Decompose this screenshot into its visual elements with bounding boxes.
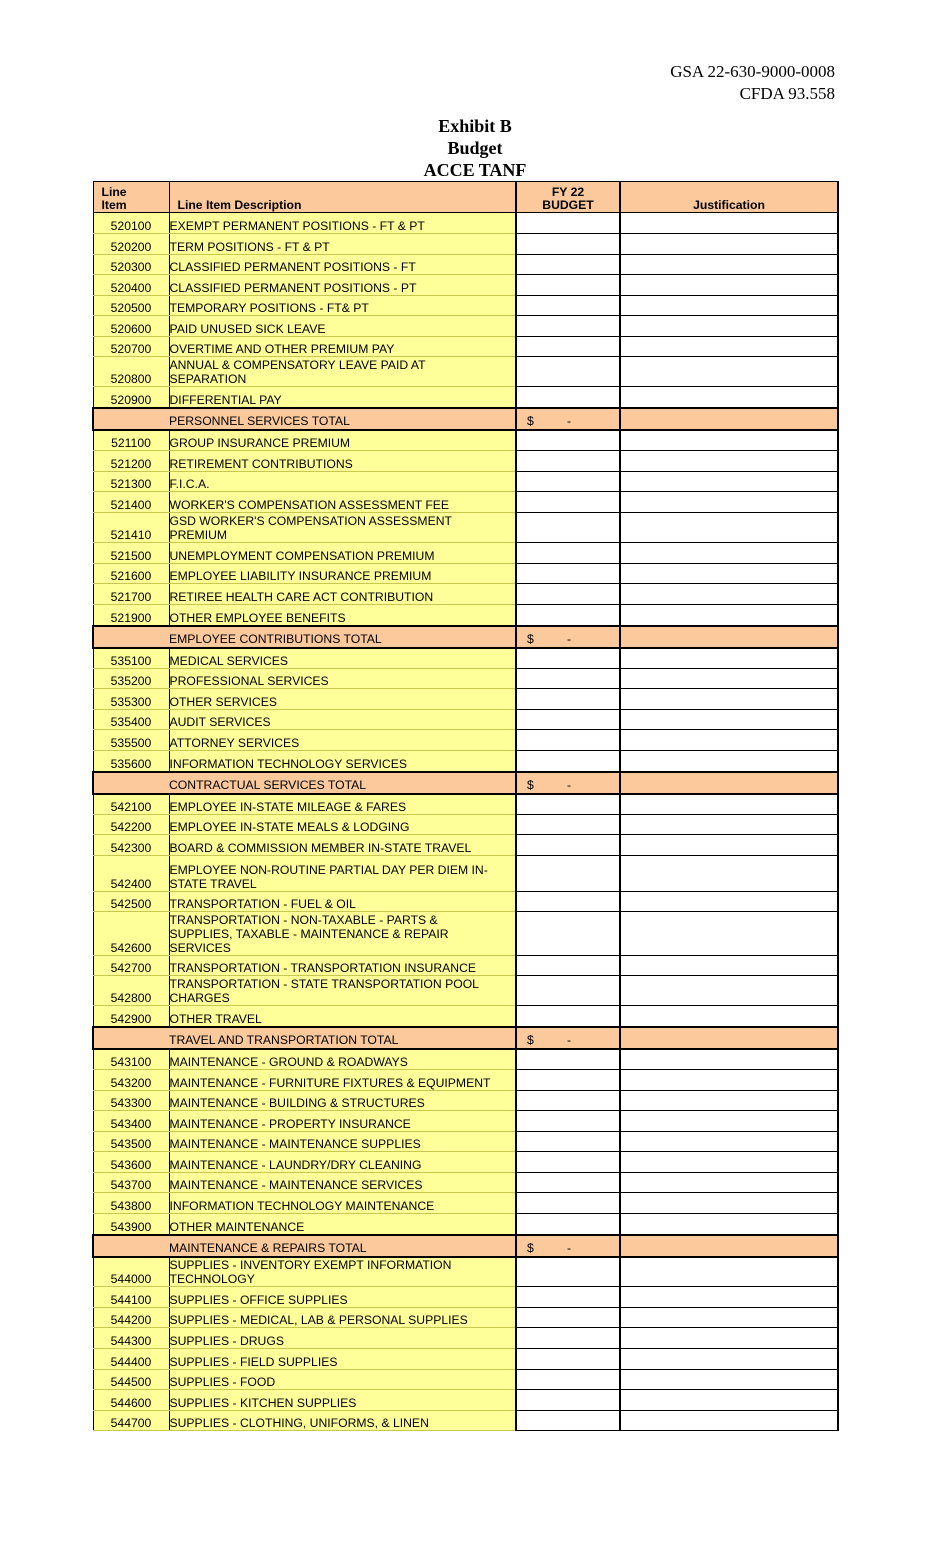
table-row [93, 543, 838, 564]
budget-cell[interactable] [516, 1070, 620, 1091]
amount-value: - [567, 1032, 572, 1047]
budget-cell[interactable] [516, 794, 620, 815]
line-item-description: PROFESSIONAL SERVICES [169, 669, 516, 689]
line-item-description: SUPPLIES - KITCHEN SUPPLIES [169, 1390, 516, 1411]
line-item-code: 520300 [93, 255, 169, 275]
justification-cell[interactable] [620, 564, 838, 584]
col-header-line-item: Line Item [93, 182, 169, 213]
line-item-code: 544000 [93, 1257, 169, 1287]
line-item-code: 520800 [93, 357, 169, 387]
table-row [93, 1091, 838, 1111]
line-item-description: INFORMATION TECHNOLOGY MAINTENANCE [169, 1193, 516, 1214]
justification-cell[interactable] [620, 794, 838, 815]
subtotal-justification[interactable] [620, 1027, 838, 1049]
budget-cell[interactable] [516, 513, 620, 543]
line-item-code: 521400 [93, 492, 169, 513]
budget-cell[interactable] [516, 1214, 620, 1235]
amount-value: - [567, 1240, 572, 1255]
table-row [93, 296, 838, 316]
line-item-description: INFORMATION TECHNOLOGY SERVICES [169, 751, 516, 772]
table-row [93, 1173, 838, 1193]
justification-cell[interactable] [620, 234, 838, 255]
line-item-code: 521700 [93, 584, 169, 605]
budget-cell[interactable] [516, 710, 620, 730]
line-item-description: SUPPLIES - FOOD [169, 1370, 516, 1390]
justification-cell[interactable] [620, 387, 838, 408]
justification-cell[interactable] [620, 1214, 838, 1235]
line-item-code: 543600 [93, 1152, 169, 1173]
budget-table [92, 181, 839, 1431]
justification-cell[interactable] [620, 1091, 838, 1111]
subtotal-row [93, 772, 838, 794]
table-row [93, 255, 838, 275]
line-item-description: SUPPLIES - INVENTORY EXEMPT INFORMATION TECHNOLOGY [169, 1257, 516, 1287]
table-row [93, 669, 838, 689]
program-title: ACCE TANF [423, 160, 527, 180]
justification-cell[interactable] [620, 1308, 838, 1328]
subtotal-justification[interactable] [620, 772, 838, 794]
line-item-description: MAINTENANCE - MAINTENANCE SUPPLIES [169, 1132, 516, 1152]
subtotal-line-cell [93, 772, 169, 794]
table-row [93, 451, 838, 472]
table-row [93, 387, 838, 408]
table-row [93, 584, 838, 605]
line-item-description: RETIREE HEALTH CARE ACT CONTRIBUTION [169, 584, 516, 605]
table-row [93, 751, 838, 772]
table-row [93, 730, 838, 751]
budget-cell[interactable] [516, 912, 620, 956]
table-row [93, 316, 838, 337]
table-row [93, 1070, 838, 1091]
budget-cell[interactable] [516, 1193, 620, 1214]
table-row [93, 1193, 838, 1214]
subtotal-line-cell [93, 1027, 169, 1049]
justification-cell[interactable] [620, 513, 838, 543]
justification-cell[interactable] [620, 956, 838, 976]
budget-title: Budget [447, 138, 503, 158]
line-item-code: 543100 [93, 1049, 169, 1070]
line-item-description: TRANSPORTATION - TRANSPORTATION INSURANCE [169, 956, 516, 976]
line-item-code: 542300 [93, 835, 169, 856]
line-item-description: ATTORNEY SERVICES [169, 730, 516, 751]
justification-cell[interactable] [620, 1390, 838, 1411]
justification-cell[interactable] [620, 835, 838, 856]
budget-cell[interactable] [516, 296, 620, 316]
justification-cell[interactable] [620, 1328, 838, 1349]
amount-value: - [567, 777, 572, 792]
table-row [93, 1152, 838, 1173]
currency-symbol: $ [527, 1240, 534, 1255]
justification-cell[interactable] [620, 1349, 838, 1370]
line-item-description: ANNUAL & COMPENSATORY LEAVE PAID AT SEPARATION [169, 357, 516, 387]
line-item-code: 542200 [93, 815, 169, 835]
budget-cell[interactable] [516, 543, 620, 564]
col-header-budget: FY 22 BUDGET [516, 182, 620, 213]
table-body [93, 213, 838, 1431]
line-item-description: TERM POSITIONS - FT & PT [169, 234, 516, 255]
budget-cell[interactable] [516, 648, 620, 669]
budget-cell[interactable] [516, 213, 620, 234]
budget-cell[interactable] [516, 1349, 620, 1370]
justification-cell[interactable] [620, 605, 838, 626]
line-item-description: MAINTENANCE - FURNITURE FIXTURES & EQUIPMENT [169, 1070, 516, 1091]
justification-cell[interactable] [620, 1257, 838, 1287]
table-row [93, 1257, 838, 1287]
justification-cell[interactable] [620, 669, 838, 689]
justification-cell[interactable] [620, 492, 838, 513]
line-item-code: 535100 [93, 648, 169, 669]
justification-cell[interactable] [620, 856, 838, 892]
line-item-code: 521410 [93, 513, 169, 543]
table-row [93, 472, 838, 492]
justification-cell[interactable] [620, 255, 838, 275]
budget-cell[interactable] [516, 430, 620, 451]
line-item-description: OTHER SERVICES [169, 689, 516, 710]
justification-cell[interactable] [620, 1193, 838, 1214]
budget-cell[interactable] [516, 387, 620, 408]
justification-cell[interactable] [620, 648, 838, 669]
line-item-code: 520100 [93, 213, 169, 234]
budget-cell[interactable] [516, 1308, 620, 1328]
line-item-code: 544300 [93, 1328, 169, 1349]
line-item-description: MAINTENANCE - GROUND & ROADWAYS [169, 1049, 516, 1070]
line-item-code: 544200 [93, 1308, 169, 1328]
line-item-code: 535400 [93, 710, 169, 730]
line-item-description: SUPPLIES - MEDICAL, LAB & PERSONAL SUPPLIES [169, 1308, 516, 1328]
amount-value: - [567, 631, 572, 646]
justification-cell[interactable] [620, 543, 838, 564]
budget-cell[interactable] [516, 956, 620, 976]
currency-symbol: $ [527, 777, 534, 792]
table-row [93, 430, 838, 451]
subtotal-row [93, 1027, 838, 1049]
budget-cell[interactable] [516, 892, 620, 912]
line-item-code: 521500 [93, 543, 169, 564]
line-item-code: 535200 [93, 669, 169, 689]
line-item-description: EMPLOYEE IN-STATE MEALS & LODGING [169, 815, 516, 835]
budget-cell[interactable] [516, 1049, 620, 1070]
subtotal-justification[interactable] [620, 626, 838, 648]
justification-cell[interactable] [620, 1070, 838, 1091]
budget-cell[interactable] [516, 255, 620, 275]
line-item-code: 535500 [93, 730, 169, 751]
line-item-description: MAINTENANCE - MAINTENANCE SERVICES [169, 1173, 516, 1193]
gsa-number: GSA 22-630-9000-0008 [670, 62, 835, 81]
table-row [93, 234, 838, 255]
line-item-code: 521200 [93, 451, 169, 472]
subtotal-label: EMPLOYEE CONTRIBUTIONS TOTAL [169, 626, 516, 648]
budget-cell[interactable] [516, 275, 620, 296]
line-item-description: SUPPLIES - CLOTHING, UNIFORMS, & LINEN [169, 1411, 516, 1431]
line-item-description: UNEMPLOYMENT COMPENSATION PREMIUM [169, 543, 516, 564]
table-row [93, 835, 838, 856]
justification-cell[interactable] [620, 751, 838, 772]
line-item-description: F.I.C.A. [169, 472, 516, 492]
justification-cell[interactable] [620, 730, 838, 751]
line-item-description: CLASSIFIED PERMANENT POSITIONS - FT [169, 255, 516, 275]
line-item-description: EXEMPT PERMANENT POSITIONS - FT & PT [169, 213, 516, 234]
line-item-description: SUPPLIES - FIELD SUPPLIES [169, 1349, 516, 1370]
subtotal-row [93, 1235, 838, 1257]
justification-cell[interactable] [620, 472, 838, 492]
subtotal-label: CONTRACTUAL SERVICES TOTAL [169, 772, 516, 794]
table-row [93, 1132, 838, 1152]
line-item-description: TEMPORARY POSITIONS - FT& PT [169, 296, 516, 316]
line-item-code: 520500 [93, 296, 169, 316]
table-row [93, 892, 838, 912]
line-item-code: 521300 [93, 472, 169, 492]
currency-symbol: $ [527, 1032, 534, 1047]
line-item-code: 520900 [93, 387, 169, 408]
table-row [93, 1049, 838, 1070]
budget-cell[interactable] [516, 835, 620, 856]
justification-cell[interactable] [620, 316, 838, 337]
justification-cell[interactable] [620, 689, 838, 710]
justification-cell[interactable] [620, 815, 838, 835]
table-row [93, 1411, 838, 1431]
justification-cell[interactable] [620, 1370, 838, 1390]
budget-cell[interactable] [516, 751, 620, 772]
table-row [93, 976, 838, 1006]
cfda-number: CFDA 93.558 [739, 84, 835, 103]
justification-cell[interactable] [620, 213, 838, 234]
table-row [93, 275, 838, 296]
line-item-code: 520400 [93, 275, 169, 296]
line-item-code: 542700 [93, 956, 169, 976]
table-row [93, 689, 838, 710]
line-item-description: EMPLOYEE IN-STATE MILEAGE & FARES [169, 794, 516, 815]
table-row [93, 1349, 838, 1370]
budget-cell[interactable] [516, 1152, 620, 1173]
line-item-description: TRANSPORTATION - NON-TAXABLE - PARTS & SUPPLIES, TAXABLE - MAINTENANCE & REPAIR SERVICES [169, 912, 516, 956]
amount-value: - [567, 413, 572, 428]
line-item-code: 520600 [93, 316, 169, 337]
budget-cell[interactable] [516, 1328, 620, 1349]
table-row [93, 1370, 838, 1390]
subtotal-line-cell [93, 626, 169, 648]
line-item-description: SUPPLIES - DRUGS [169, 1328, 516, 1349]
line-item-code: 542100 [93, 794, 169, 815]
budget-cell[interactable] [516, 669, 620, 689]
budget-cell[interactable] [516, 564, 620, 584]
line-item-code: 543800 [93, 1193, 169, 1214]
justification-cell[interactable] [620, 357, 838, 387]
budget-cell[interactable] [516, 234, 620, 255]
budget-cell[interactable] [516, 1091, 620, 1111]
budget-cell[interactable] [516, 1411, 620, 1431]
currency-symbol: $ [527, 413, 534, 428]
line-item-code: 542500 [93, 892, 169, 912]
line-item-code: 543400 [93, 1111, 169, 1132]
table-row [93, 1287, 838, 1308]
line-item-code: 521100 [93, 430, 169, 451]
table-row [93, 956, 838, 976]
budget-cell[interactable] [516, 1111, 620, 1132]
justification-cell[interactable] [620, 892, 838, 912]
line-item-code: 544400 [93, 1349, 169, 1370]
budget-cell[interactable] [516, 451, 620, 472]
exhibit-title: Exhibit B [438, 116, 512, 136]
line-item-code: 535300 [93, 689, 169, 710]
justification-cell[interactable] [620, 1006, 838, 1027]
line-item-code: 544100 [93, 1287, 169, 1308]
table-row [93, 213, 838, 234]
budget-cell[interactable] [516, 1257, 620, 1287]
subtotal-justification[interactable] [620, 408, 838, 430]
line-item-description: MEDICAL SERVICES [169, 648, 516, 669]
line-item-code: 520700 [93, 337, 169, 357]
justification-cell[interactable] [620, 1287, 838, 1308]
budget-cell[interactable] [516, 1370, 620, 1390]
col-header-justification: Justification [620, 182, 838, 213]
line-item-description: EMPLOYEE NON-ROUTINE PARTIAL DAY PER DIEM IN- STATE TRAVEL [169, 856, 516, 892]
budget-cell[interactable] [516, 1390, 620, 1411]
table-row [93, 492, 838, 513]
justification-cell[interactable] [620, 1173, 838, 1193]
justification-cell[interactable] [620, 1152, 838, 1173]
line-item-code: 544700 [93, 1411, 169, 1431]
currency-symbol: $ [527, 631, 534, 646]
justification-cell[interactable] [620, 1111, 838, 1132]
line-item-description: OTHER MAINTENANCE [169, 1214, 516, 1235]
table-row [93, 337, 838, 357]
justification-cell[interactable] [620, 1132, 838, 1152]
budget-cell[interactable] [516, 730, 620, 751]
line-item-description: BOARD & COMMISSION MEMBER IN-STATE TRAVEL [169, 835, 516, 856]
table-row [93, 815, 838, 835]
subtotal-line-cell [93, 1235, 169, 1257]
subtotal-row [93, 626, 838, 648]
line-item-description: OTHER TRAVEL [169, 1006, 516, 1027]
budget-cell[interactable] [516, 689, 620, 710]
line-item-code: 543300 [93, 1091, 169, 1111]
line-item-description: PAID UNUSED SICK LEAVE [169, 316, 516, 337]
justification-cell[interactable] [620, 296, 838, 316]
subtotal-label: TRAVEL AND TRANSPORTATION TOTAL [169, 1027, 516, 1049]
line-item-code: 543500 [93, 1132, 169, 1152]
justification-cell[interactable] [620, 976, 838, 1006]
table-row [93, 357, 838, 387]
line-item-description: RETIREMENT CONTRIBUTIONS [169, 451, 516, 472]
line-item-description: TRANSPORTATION - STATE TRANSPORTATION POOL CHARGES [169, 976, 516, 1006]
budget-cell[interactable] [516, 856, 620, 892]
col-header-description: Line Item Description [169, 182, 516, 213]
line-item-code: 542900 [93, 1006, 169, 1027]
line-item-code: 542600 [93, 912, 169, 956]
line-item-description: SUPPLIES - OFFICE SUPPLIES [169, 1287, 516, 1308]
line-item-code: 542800 [93, 976, 169, 1006]
line-item-description: OTHER EMPLOYEE BENEFITS [169, 605, 516, 626]
table-row [93, 513, 838, 543]
budget-cell[interactable] [516, 1006, 620, 1027]
table-header-row [93, 182, 838, 213]
budget-cell[interactable] [516, 1173, 620, 1193]
line-item-description: AUDIT SERVICES [169, 710, 516, 730]
line-item-code: 535600 [93, 751, 169, 772]
table-row [93, 1111, 838, 1132]
line-item-description: GSD WORKER'S COMPENSATION ASSESSMENT PREMIUM [169, 513, 516, 543]
line-item-code: 543200 [93, 1070, 169, 1091]
subtotal-amount[interactable] [516, 1235, 620, 1257]
table-row [93, 1214, 838, 1235]
budget-cell[interactable] [516, 316, 620, 337]
justification-cell[interactable] [620, 584, 838, 605]
subtotal-amount[interactable] [516, 1027, 620, 1049]
justification-cell[interactable] [620, 430, 838, 451]
table-row [93, 1390, 838, 1411]
table-row [93, 912, 838, 956]
table-row [93, 605, 838, 626]
budget-cell[interactable] [516, 976, 620, 1006]
table-row [93, 1328, 838, 1349]
line-item-code: 521600 [93, 564, 169, 584]
subtotal-amount[interactable] [516, 626, 620, 648]
budget-cell[interactable] [516, 605, 620, 626]
justification-cell[interactable] [620, 912, 838, 956]
table-row [93, 564, 838, 584]
justification-cell[interactable] [620, 1411, 838, 1431]
subtotal-amount[interactable] [516, 408, 620, 430]
justification-cell[interactable] [620, 710, 838, 730]
line-item-description: WORKER'S COMPENSATION ASSESSMENT FEE [169, 492, 516, 513]
line-item-description: DIFFERENTIAL PAY [169, 387, 516, 408]
subtotal-line-cell [93, 408, 169, 430]
budget-cell[interactable] [516, 815, 620, 835]
table-row [93, 856, 838, 892]
table-row [93, 1308, 838, 1328]
line-item-description: EMPLOYEE LIABILITY INSURANCE PREMIUM [169, 564, 516, 584]
table-row [93, 794, 838, 815]
budget-cell[interactable] [516, 492, 620, 513]
budget-cell[interactable] [516, 472, 620, 492]
subtotal-label: MAINTENANCE & REPAIRS TOTAL [169, 1235, 516, 1257]
line-item-description: OVERTIME AND OTHER PREMIUM PAY [169, 337, 516, 357]
table-row [93, 648, 838, 669]
line-item-description: MAINTENANCE - LAUNDRY/DRY CLEANING [169, 1152, 516, 1173]
line-item-code: 543700 [93, 1173, 169, 1193]
line-item-description: TRANSPORTATION - FUEL & OIL [169, 892, 516, 912]
budget-cell[interactable] [516, 1287, 620, 1308]
line-item-description: GROUP INSURANCE PREMIUM [169, 430, 516, 451]
justification-cell[interactable] [620, 451, 838, 472]
justification-cell[interactable] [620, 1049, 838, 1070]
line-item-code: 544500 [93, 1370, 169, 1390]
budget-cell[interactable] [516, 357, 620, 387]
budget-cell[interactable] [516, 584, 620, 605]
table-row [93, 710, 838, 730]
line-item-description: MAINTENANCE - BUILDING & STRUCTURES [169, 1091, 516, 1111]
justification-cell[interactable] [620, 337, 838, 357]
line-item-description: MAINTENANCE - PROPERTY INSURANCE [169, 1111, 516, 1132]
budget-cell[interactable] [516, 337, 620, 357]
line-item-code: 521900 [93, 605, 169, 626]
line-item-code: 542400 [93, 856, 169, 892]
table-row [93, 1006, 838, 1027]
subtotal-justification[interactable] [620, 1235, 838, 1257]
subtotal-amount[interactable] [516, 772, 620, 794]
line-item-description: CLASSIFIED PERMANENT POSITIONS - PT [169, 275, 516, 296]
line-item-code: 544600 [93, 1390, 169, 1411]
subtotal-label: PERSONNEL SERVICES TOTAL [169, 408, 516, 430]
line-item-code: 520200 [93, 234, 169, 255]
subtotal-row [93, 408, 838, 430]
line-item-code: 543900 [93, 1214, 169, 1235]
justification-cell[interactable] [620, 275, 838, 296]
budget-cell[interactable] [516, 1132, 620, 1152]
